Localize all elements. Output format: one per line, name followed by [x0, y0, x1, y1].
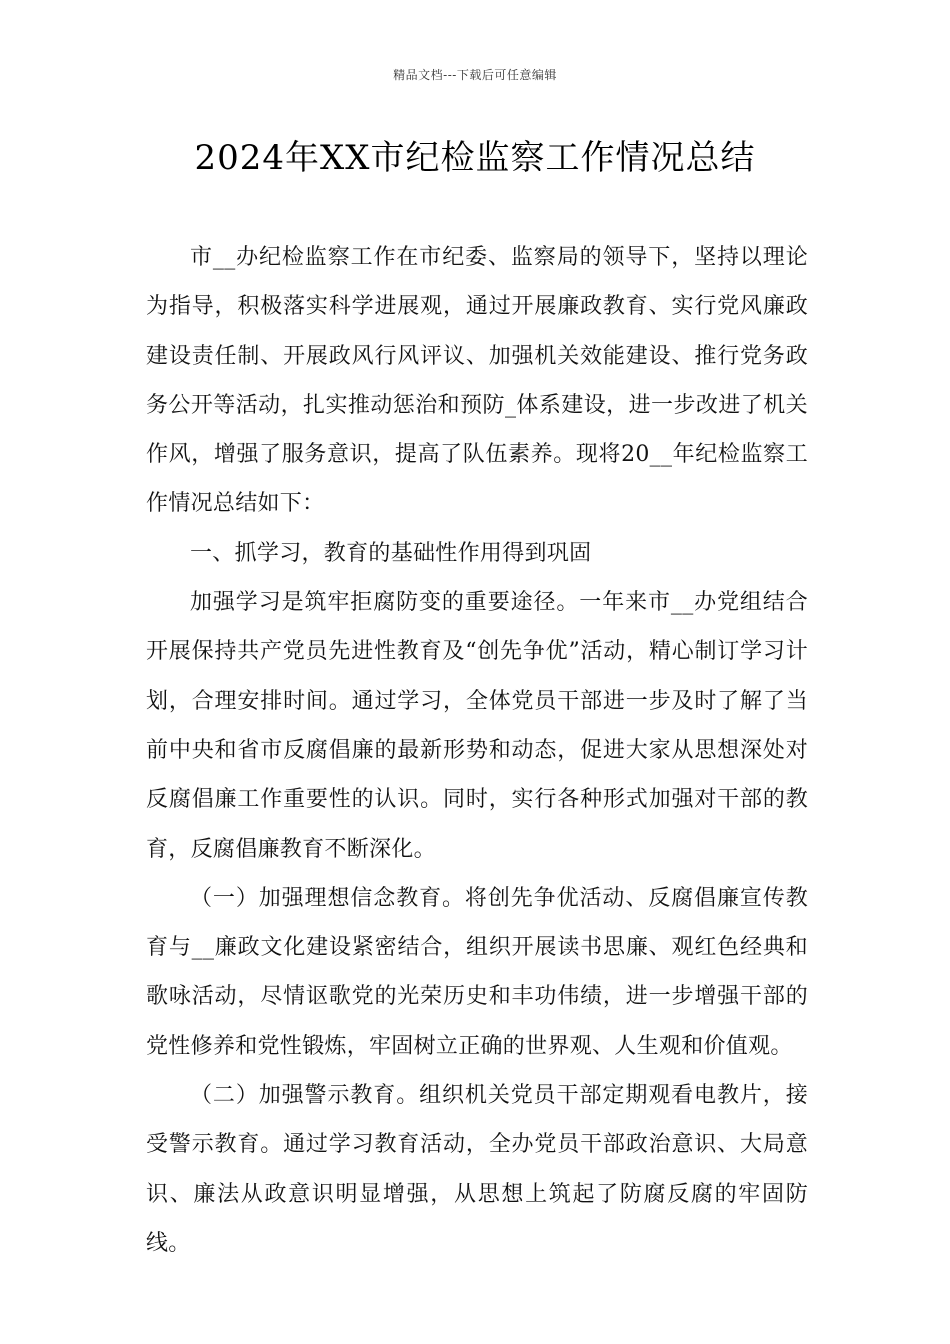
paragraph-intro: 市__办纪检监察工作在市纪委、监察局的领导下，坚持以理论为指导，积极落实科学进展观，通过开展廉政教育、实行党风廉政建设责任制、开展政风行风评议、加强机关效能建设、推行党务政务公开等活动，扎实推动惩治和预防_体系建设，进一步改进了机关作风，增强了服务意识，提高了队伍素养。现将20__年纪检监察工作情况总结如下： — [146, 245, 808, 517]
paragraph-ideals-education: （一）加强理想信念教育。将创先争优活动、反腐倡廉宣传教育与__廉政文化建设紧密结合，组织开展读书思廉、观红色经典和歌咏活动，尽情讴歌党的光荣历史和丰功伟绩，进一步增强干部的党性修养和党性锻炼，牢固树立正确的世界观、人生观和价值观。 — [146, 885, 808, 1059]
paragraph-warning-education: （二）加强警示教育。组织机关党员干部定期观看电教片，接受警示教育。通过学习教育活动，全办党员干部政治意识、大局意识、廉法从政意识明显增强，从思想上筑起了防腐反腐的牢固防线。 — [146, 1083, 808, 1256]
document-body — [146, 233, 808, 1268]
document-title: 2024年XX市纪检监察工作情况总结 — [194, 138, 756, 178]
header-note: 精品文档---下载后可任意编辑 — [393, 68, 557, 82]
section-heading-1: 一、抓学习，教育的基础性作用得到巩固 — [190, 540, 592, 566]
paragraph-study: 加强学习是筑牢拒腐防变的重要途径。一年来市__办党组结合开展保持共产党员先进性教育及“创先争优”活动，精心制订学习计划，合理安排时间。通过学习，全体党员干部进一步及时了解了当前中央和省市反腐倡廉的最新形势和动态，促进大家从思想深处对反腐倡廉工作重要性的认识。同时，实行各种形式加强对干部的教育，反腐倡廉教育不断深化。 — [146, 590, 808, 862]
